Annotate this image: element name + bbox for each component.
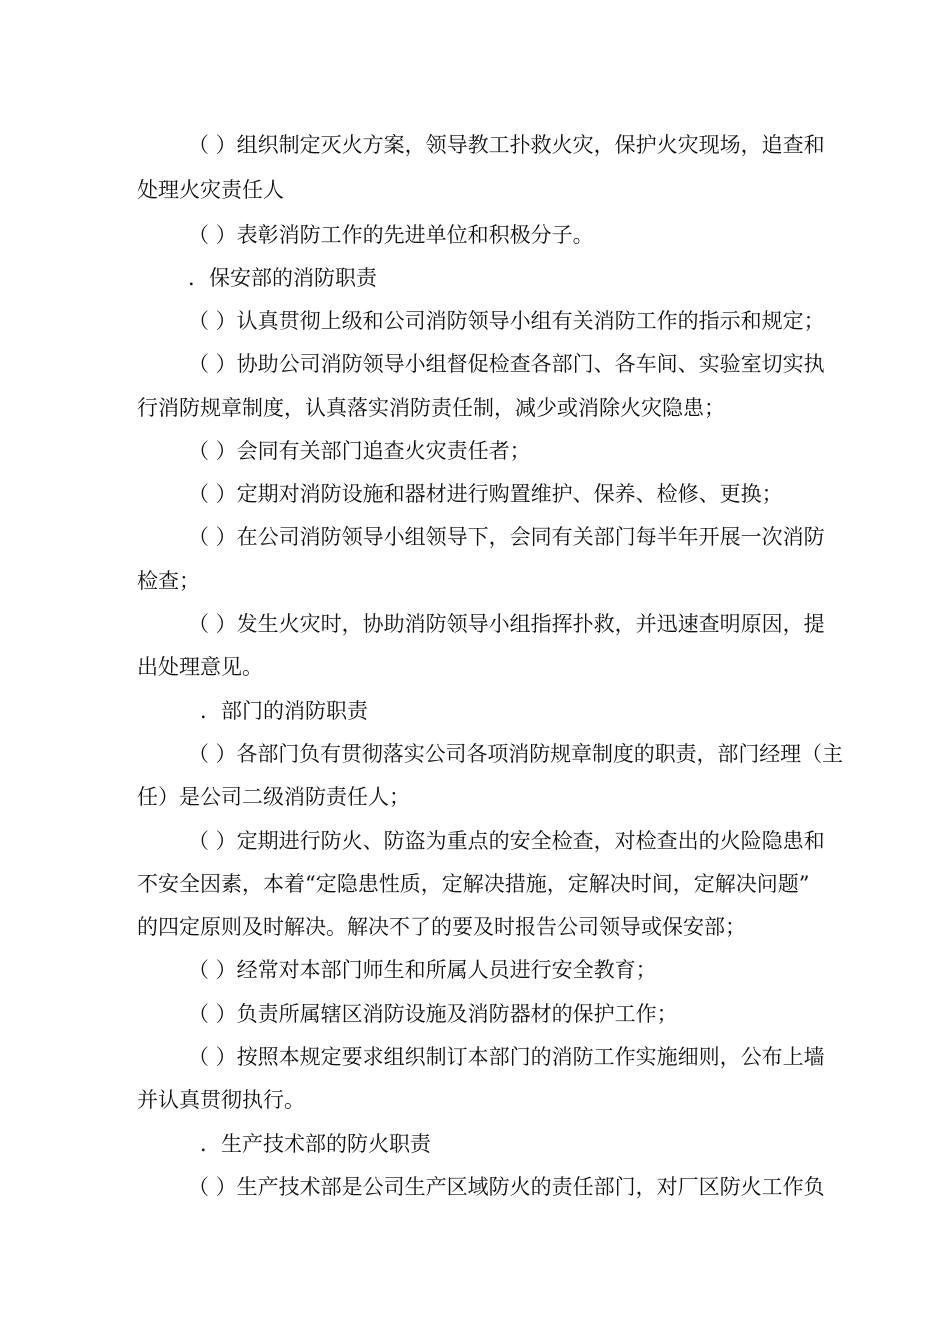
paragraph-line: 出处理意见。 [137,655,263,679]
paragraph-line: （ ）会同有关部门追查火灾责任者； [188,439,531,463]
paragraph-line: （ ）定期进行防火、防盗为重点的安全检查，对检查出的火险隐患和 [188,829,825,853]
section-heading: ．生产技术部的防火职责 [200,1132,431,1156]
paragraph-line: （ ）生产技术部是公司生产区域防火的责任部门，对厂区防火工作负 [188,1175,825,1199]
paragraph-line: （ ）各部门负有贯彻落实公司各项消防规章制度的职责，部门经理（主 [188,742,843,766]
paragraph-line: 处理火灾责任人 [137,178,284,202]
paragraph-line: （ ）表彰消防工作的先进单位和积极分子。 [188,223,594,247]
paragraph-line: （ ）按照本规定要求组织制订本部门的消防工作实施细则，公布上墙 [188,1045,825,1069]
section-heading: ．保安部的消防职责 [188,266,377,290]
paragraph-line: （ ）定期对消防设施和器材进行购置维护、保养、检修、更换； [188,482,783,506]
paragraph-line: 检查； [137,569,200,593]
section-heading: ．部门的消防职责 [200,699,368,723]
paragraph-line: （ ）认真贯彻上级和公司消防领导小组有关消防工作的指示和规定； [188,309,825,333]
paragraph-line: 的四定原则及时解决。解决不了的要及时报告公司领导或保安部； [137,915,746,939]
paragraph-line: 并认真贯彻执行。 [137,1088,305,1112]
paragraph-line: （ ）发生火灾时，协助消防领导小组指挥扑救，并迅速查明原因，提 [188,612,825,636]
paragraph-line: （ ）负责所属辖区消防设施及消防器材的保护工作； [188,1002,678,1026]
paragraph-line: （ ）组织制定灭火方案，领导教工扑救火灾，保护火灾现场，追查和 [188,133,825,157]
paragraph-line: （ ）在公司消防领导小组领导下，会同有关部门每半年开展一次消防 [188,525,825,549]
paragraph-line: 任）是公司二级消防责任人； [137,785,410,809]
paragraph-line: 不安全因素，本着“定隐患性质，定解决措施，定解决时间，定解决问题” [137,872,810,896]
paragraph-line: 行消防规章制度，认真落实消防责任制，减少或消除火灾隐患； [137,396,725,420]
paragraph-line: （ ）经常对本部门师生和所属人员进行安全教育； [188,958,657,982]
paragraph-line: （ ）协助公司消防领导小组督促检查各部门、各车间、实验室切实执 [188,352,825,376]
